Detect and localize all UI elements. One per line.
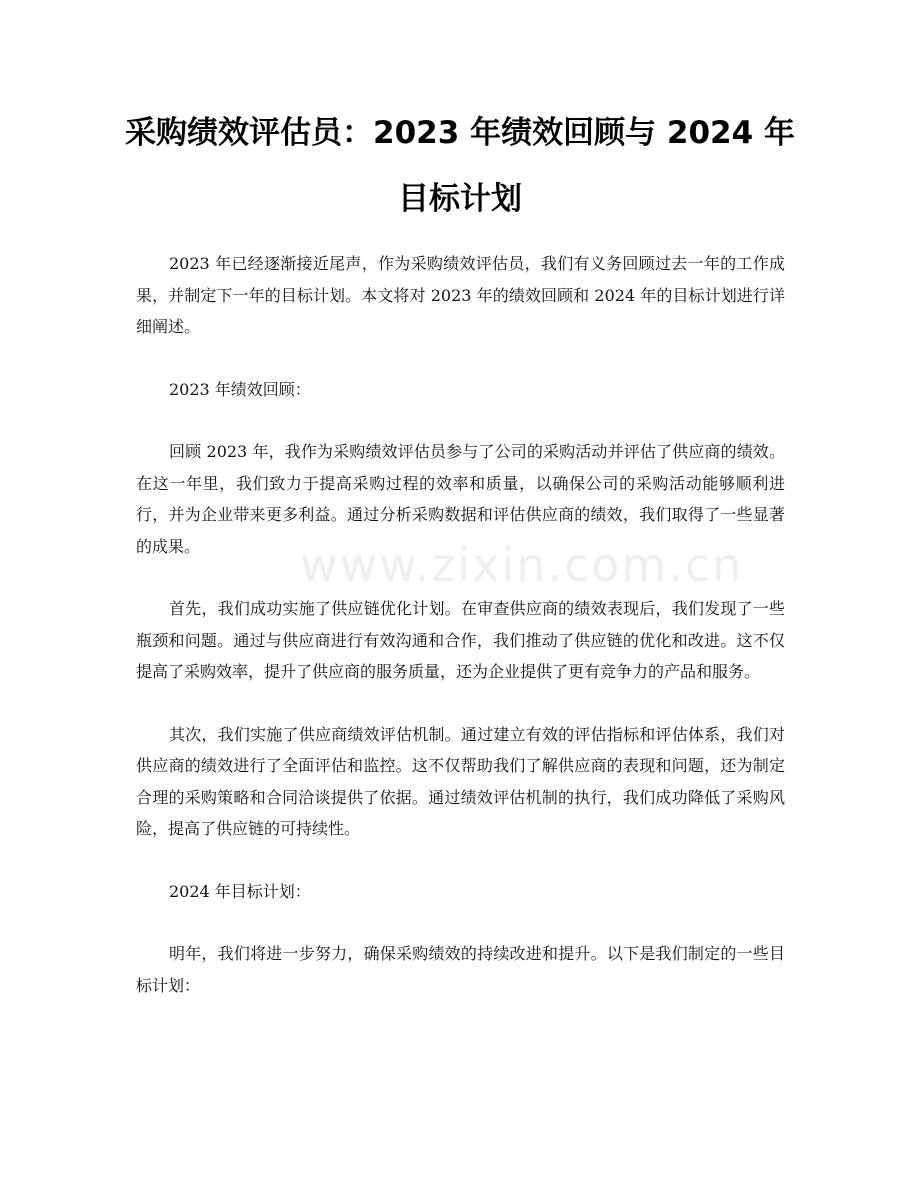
- section-heading-2024-plan: 2024 年目标计划：: [169, 881, 311, 901]
- intro-paragraph: 2023 年已经逐渐接近尾声，作为采购绩效评估员，我们有义务回顾过去一年的工作成果，并制定下一年的目标计划。本文将对 2023 年的绩效回顾和 2024 年的目标计划进行详细阐述。: [136, 254, 785, 336]
- watermark-text: www.zixin.com.cn: [300, 538, 744, 592]
- document-title: 采购绩效评估员：2023 年绩效回顾与 2024 年目标计划: [125, 115, 795, 217]
- evaluation-mechanism-paragraph: 其次，我们实施了供应商绩效评估机制。通过建立有效的评估指标和评估体系，我们对供应商的绩效进行了全面评估和监控。这不仅帮助我们了解供应商的表现和问题，还为制定合理的采购策略和合同洽谈提供了依据。通过绩效评估机制的执行，我们成功降低了采购风险，提高了供应链的可持续性。: [136, 724, 785, 838]
- review-paragraph: 回顾 2023 年，我作为采购绩效评估员参与了公司的采购活动并评估了供应商的绩效。在这一年里，我们致力于提高采购过程的效率和质量，以确保公司的采购活动能够顺利进行，并为企业带来更多利益。通过分析采购数据和评估供应商的绩效，我们取得了一些显著的成果。: [136, 442, 785, 556]
- plan-intro-paragraph: 明年，我们将进一步努力，确保采购绩效的持续改进和提升。以下是我们制定的一些目标计划：: [136, 944, 785, 995]
- supply-chain-paragraph: 首先，我们成功实施了供应链优化计划。在审查供应商的绩效表现后，我们发现了一些瓶颈和问题。通过与供应商进行有效沟通和合作，我们推动了供应链的优化和改进。这不仅提高了采购效率，提升了供应商的服务质量，还为企业提供了更有竞争力的产品和服务。: [136, 599, 785, 681]
- document-body: [136, 248, 785, 1032]
- section-heading-2023-review: 2023 年绩效回顾：: [169, 379, 311, 399]
